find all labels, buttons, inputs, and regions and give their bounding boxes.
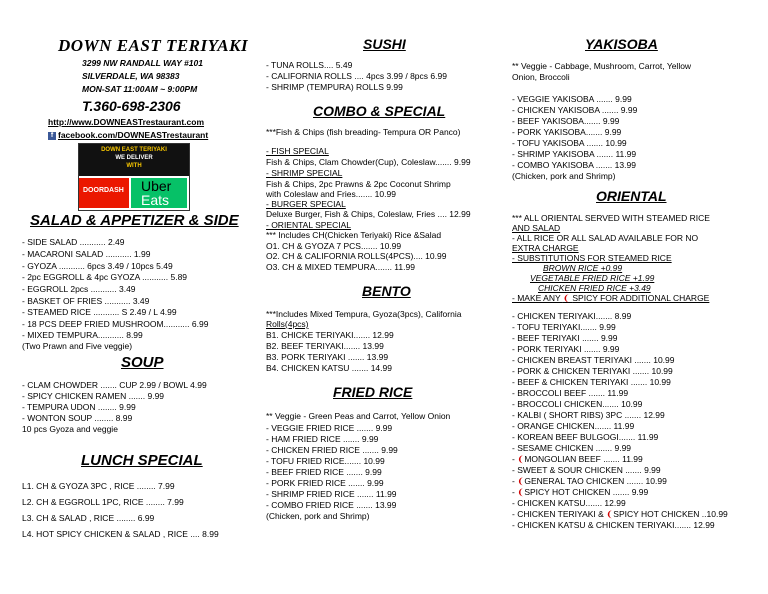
oriental-item: - BEEF TERIYAKI ....... 9.99 (512, 333, 618, 343)
oriental-item: - SESAME CHICKEN ....... 9.99 (512, 443, 632, 453)
address-line2: SILVERDALE, WA 98383 (82, 71, 180, 81)
oriental-item-text: MONGOLIAN BEEF ....... 11.99 (524, 454, 643, 464)
facebook-link[interactable] (48, 130, 208, 140)
spicy-note (512, 293, 709, 303)
chili-icon: ❨ (606, 509, 614, 519)
oriental-item: - CHICKEN KATSU....... 12.99 (512, 498, 626, 508)
banner-line2: WE DELIVER (115, 155, 153, 161)
oriental-special-note: *** Includes CH(Chicken Teriyaki) Rice &Salad (266, 230, 442, 240)
hours: MON-SAT 11:00AM ~ 9:00PM (82, 84, 198, 94)
oriental-item: - CHICKEN TERIYAKI....... 8.99 (512, 311, 632, 321)
soup-item: - TEMPURA UDON ........ 9.99 (22, 402, 136, 412)
chili-icon: ❨ (517, 487, 525, 497)
oriental-note: EXTRA CHARGE (512, 243, 579, 253)
fish-special-item: Fish & Chips, Clam Chowder(Cup), Coleslaw....... 9.99 (266, 157, 471, 167)
shrimp-special-item: with Coleslaw and Fries....... 10.99 (266, 189, 396, 199)
substitution-item: CHICKEN FRIED RICE +3.49 (538, 283, 651, 293)
phone-number: T.360-698-2306 (82, 98, 181, 114)
substitutions-title: - SUBSTITUTIONS FOR STEAMED RICE (512, 253, 672, 263)
website-link[interactable]: http://www.DOWNEASTrestaurant.com (48, 117, 205, 127)
oriental-item: - PORK & CHICKEN TERIYAKI ....... 10.99 (512, 366, 673, 376)
oriental-item: - SWEET & SOUR CHICKEN ....... 9.99 (512, 465, 661, 475)
oriental-special-item: O1. CH & GYOZA 7 PCS....... 10.99 (266, 241, 402, 251)
delivery-banner (78, 143, 190, 211)
chili-icon: ❨ (562, 293, 570, 303)
yakisoba-heading: YAKISOBA (585, 36, 658, 52)
fried-rice-item: - TOFU FRIED RICE....... 10.99 (266, 456, 385, 466)
oriental-item: - ❨GENERAL TAO CHICKEN ....... 10.99 (512, 476, 667, 486)
bento-item: B1. CHICKE TERIYAKI....... 12.99 (266, 330, 394, 340)
oriental-special-item: O3. CH & MIXED TEMPURA....... 11.99 (266, 262, 415, 272)
oriental-note: *** ALL ORIENTAL SERVED WITH STEAMED RICE (512, 213, 710, 223)
yakisoba-item: - PORK YAKISOBA....... 9.99 (512, 127, 622, 137)
oriental-special-title: - ORIENTAL SPECIAL (266, 220, 352, 230)
lunch-item: L2. CH & EGGROLL 1PC, RICE ........ 7.99 (22, 497, 184, 507)
bento-note: ***Includes Mixed Tempura, Gyoza(3pcs), California (266, 309, 462, 319)
burger-special-title: - BURGER SPECIAL (266, 199, 346, 209)
fried-rice-item: (Chicken, pork and Shrimp) (266, 511, 370, 521)
oriental-item: - ❨MONGOLIAN BEEF ....... 11.99 (512, 454, 643, 464)
yakisoba-item: (Chicken, pork and Shrimp) (512, 171, 616, 181)
fish-special-title: - FISH SPECIAL (266, 146, 329, 156)
oriental-item-text: SWEET & SOUR CHICKEN ....... 9.99 (517, 465, 661, 475)
soup-item: - SPICY CHICKEN RAMEN ....... 9.99 (22, 391, 165, 401)
burger-special-item: Deluxe Burger, Fish & Chips, Coleslaw, Fries .... 12.99 (266, 209, 471, 219)
salad-item: - MACARONI SALAD ........... 1.99 (22, 249, 151, 259)
address-line1: 3299 NW RANDALL WAY #101 (82, 58, 203, 68)
oriental-note: AND SALAD (512, 223, 561, 233)
facebook-text: facebook.com/DOWNEASTrestaurant (58, 130, 209, 140)
sushi-heading: SUSHI (363, 36, 406, 52)
doordash-logo (79, 178, 129, 208)
yakisoba-item: - CHICKEN YAKISOBA ....... 9.99 (512, 105, 638, 115)
lunch-item: L4. HOT SPICY CHICKEN & SALAD , RICE .... 8.99 (22, 529, 219, 539)
oriental-item-text: GENERAL TAO CHICKEN ....... 10.99 (524, 476, 667, 486)
yakisoba-note: Onion, Broccoli (512, 72, 570, 82)
banner-top (79, 144, 189, 176)
oriental-item: - PORK TERIYAKI ....... 9.99 (512, 344, 620, 354)
fried-rice-item: - COMBO FRIED RICE ....... 13.99 (266, 500, 397, 510)
sushi-item: - CALIFORNIA ROLLS .... 4pcs 3.99 / 8pcs 6.99 (266, 71, 447, 81)
facebook-icon: f (48, 132, 56, 140)
yakisoba-note: ** Veggie - Cabbage, Mushroom, Carrot, Yellow (512, 61, 692, 71)
chili-icon: ❨ (517, 476, 525, 486)
salad-item: - STEAMED RICE ........... S 2.49 / L 4.99 (22, 307, 177, 317)
salad-item: - 2pc EGGROLL & 4pc GYOZA ........... 5.89 (22, 272, 188, 282)
salad-item: (Two Prawn and Five veggie) (22, 341, 133, 351)
spicy-note-text: - MAKE ANY (512, 293, 561, 303)
oriental-heading: ORIENTAL (596, 188, 667, 204)
salad-item: - BASKET OF FRIES ........... 3.49 (22, 296, 150, 306)
yakisoba-item: - SHRIMP YAKISOBA ....... 11.99 (512, 149, 637, 159)
fried-rice-item: - BEEF FRIED RICE ....... 9.99 (266, 467, 382, 477)
yakisoba-item: - VEGGIE YAKISOBA ....... 9.99 (512, 94, 632, 104)
fried-rice-item: - HAM FRIED RICE ....... 9.99 (266, 434, 379, 444)
shrimp-special-item: Fish & Chips, 2pc Prawns & 2pc Coconut Shrimp (266, 179, 451, 189)
oriental-item-text: CHICKEN TERIYAKI & (517, 509, 604, 519)
oriental-item-text: CHICKEN KATSU & CHICKEN TERIYAKI....... 12.99 (517, 520, 715, 530)
fried-rice-item: - CHICKEN FRIED RICE ....... 9.99 (266, 445, 398, 455)
oriental-item: - BEEF & CHICKEN TERIYAKI ....... 10.99 (512, 377, 671, 387)
soup-item: 10 pcs Gyoza and veggie (22, 424, 118, 434)
oriental-item: - KALBI ( SHORT RIBS) 3PC ....... 12.99 (512, 410, 665, 420)
substitution-item: VEGETABLE FRIED RICE +1.99 (530, 273, 655, 283)
oriental-item: - KOREAN BEEF BULGOGI....... 11.99 (512, 432, 659, 442)
salad-item: - SIDE SALAD ........... 2.49 (22, 237, 125, 247)
spicy-note-text: SPICY FOR ADDITIONAL CHARGE (572, 293, 710, 303)
yakisoba-item: - COMBO YAKISOBA ....... 13.99 (512, 160, 636, 170)
oriental-item-text: CHICKEN KATSU....... 12.99 (517, 498, 626, 508)
salad-heading: SALAD & APPETIZER & SIDE (30, 212, 239, 229)
soup-item: - WONTON SOUP ........ 8.99 (22, 413, 133, 423)
salad-item: - GYOZA ........... 6pcs 3.49 / 10pcs 5.49 (22, 261, 173, 271)
shrimp-special-title: - SHRIMP SPECIAL (266, 168, 343, 178)
bento-item: B2. BEEF TERIYAKI....... 13.99 (266, 341, 384, 351)
chili-icon: ❨ (517, 454, 525, 464)
soup-heading: SOUP (121, 354, 164, 371)
substitution-item: BROWN RICE +0.99 (543, 263, 623, 273)
sushi-item: - TUNA ROLLS.... 5.49 (266, 60, 353, 70)
oriental-item: - CHICKEN BREAST TERIYAKI ....... 10.99 (512, 355, 675, 365)
fried-rice-note: ** Veggie - Green Peas and Carrot, Yellow Onion (266, 411, 451, 421)
oriental-special-item: O2. CH & CALIFORNIA ROLLS(4PCS).... 10.99 (266, 251, 447, 261)
sushi-item: - SHRIMP (TEMPURA) ROLLS 9.99 (266, 82, 403, 92)
bento-item: B3. PORK TERIYAKI ....... 13.99 (266, 352, 389, 362)
yakisoba-item: - BEEF YAKISOBA....... 9.99 (512, 116, 620, 126)
lunch-item: L1. CH & GYOZA 3PC , RICE ........ 7.99 (22, 481, 175, 491)
soup-item: - CLAM CHOWDER ....... CUP 2.99 / BOWL 4.99 (22, 380, 207, 390)
oriental-item: - CHICKEN KATSU & CHICKEN TERIYAKI....... 12.99 (512, 520, 715, 530)
restaurant-title: DOWN EAST TERIYAKI (58, 36, 249, 55)
banner-line3: WITH (126, 163, 142, 169)
bento-note: Rolls(4pcs) (266, 319, 309, 329)
oriental-item: - ORANGE CHICKEN....... 11.99 (512, 421, 635, 431)
eats-text: Eats (141, 192, 170, 208)
salad-item: - EGGROLL 2pcs ........... 3.49 (22, 284, 136, 294)
oriental-item-text: SPICY HOT CHICKEN ..10.99 (613, 509, 728, 519)
bento-item: B4. CHICKEN KATSU ....... 14.99 (266, 363, 392, 373)
salad-item: - MIXED TEMPURA........... 8.99 (22, 330, 143, 340)
uber-text: Uber (141, 178, 172, 194)
lunch-heading: LUNCH SPECIAL (81, 452, 203, 469)
fried-rice-item: - VEGGIE FRIED RICE ....... 9.99 (266, 423, 393, 433)
combo-note: ***Fish & Chips (fish breading- Tempura OR Panco) (266, 127, 461, 137)
salad-item: - 18 PCS DEEP FRIED MUSHROOM........... 6.99 (22, 319, 209, 329)
fried-rice-heading: FRIED RICE (333, 384, 413, 400)
fried-rice-item: - SHRIMP FRIED RICE ....... 11.99 (266, 489, 397, 499)
oriental-item: - BROCCOLI CHICKEN....... 10.99 (512, 399, 643, 409)
oriental-item: - TOFU TERIYAKI....... 9.99 (512, 322, 616, 332)
lunch-item: L3. CH & SALAD , RICE ........ 6.99 (22, 513, 155, 523)
oriental-item: - CHICKEN TERIYAKI & ❨SPICY HOT CHICKEN ..10.99 (512, 509, 728, 519)
combo-heading: COMBO & SPECIAL (313, 103, 446, 119)
oriental-item-text: SPICY HOT CHICKEN ....... 9.99 (524, 487, 649, 497)
bento-heading: BENTO (362, 283, 411, 299)
oriental-item: - BROCCOLI BEEF ....... 11.99 (512, 388, 629, 398)
oriental-item: - ❨SPICY HOT CHICKEN ....... 9.99 (512, 487, 649, 497)
uber-eats-logo (131, 178, 187, 208)
yakisoba-item: - TOFU YAKISOBA ....... 10.99 (512, 138, 627, 148)
doordash-text: DOORDASH (83, 187, 124, 194)
oriental-note: - ALL RICE OR ALL SALAD AVAILABLE FOR NO (512, 233, 699, 243)
banner-line1: DOWN EAST TERIYAKI (101, 147, 167, 153)
fried-rice-item: - PORK FRIED RICE ....... 9.99 (266, 478, 384, 488)
